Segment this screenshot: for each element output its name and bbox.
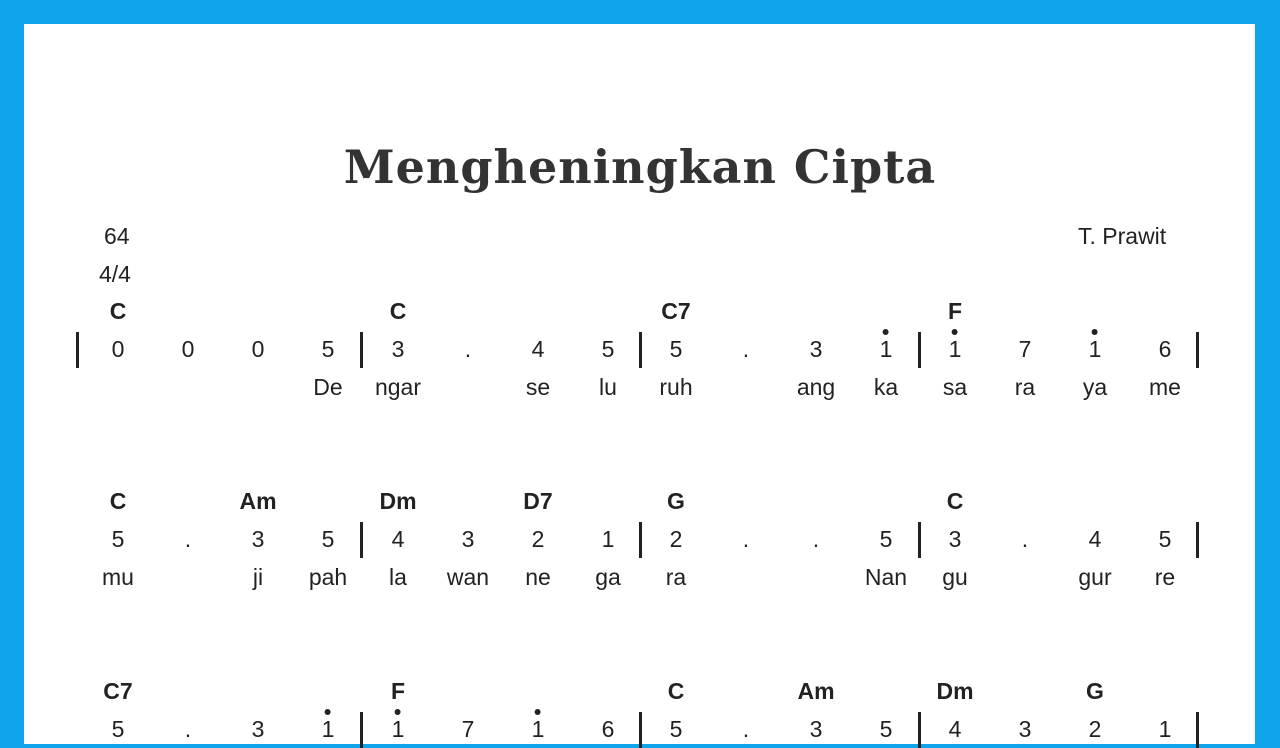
note-number <box>1089 716 1102 743</box>
bar-line <box>1196 522 1199 558</box>
note-text: 1 <box>531 716 545 742</box>
note-text: 4 <box>1088 526 1102 552</box>
note-number <box>182 336 195 363</box>
note-number <box>810 336 823 363</box>
chord-symbol: C <box>946 488 964 514</box>
note-hold-dot <box>465 336 471 363</box>
note-hold-dot <box>1022 526 1028 553</box>
note-hold-dot <box>743 716 749 743</box>
note-number <box>1159 716 1172 743</box>
note-text: 3 <box>948 526 962 552</box>
note-number <box>1159 336 1172 363</box>
lyric-syllable: mu <box>102 564 134 590</box>
note-number <box>462 526 475 553</box>
note-text: . <box>742 336 750 362</box>
note-text: 7 <box>1018 336 1032 362</box>
bar-line <box>1196 332 1199 368</box>
note-hold-dot <box>743 526 749 553</box>
note-number <box>532 526 545 553</box>
note-number <box>112 526 125 553</box>
octave-up-dot <box>1092 329 1098 335</box>
lyric-syllable: ruh <box>659 374 693 400</box>
chord-symbol: C7 <box>103 678 133 704</box>
chord-symbol: F <box>390 678 406 704</box>
note-text: 1 <box>879 336 893 362</box>
note-number <box>949 526 962 553</box>
note-number <box>880 526 893 553</box>
note-number <box>1019 336 1032 363</box>
composer-name: T. Prawit <box>1078 223 1167 249</box>
lyric-syllable: ji <box>252 564 264 590</box>
chord-symbol: G <box>667 488 685 514</box>
bar-line <box>639 522 642 558</box>
note-number <box>602 716 615 743</box>
lyric-syllable: la <box>389 564 407 590</box>
note-text: 5 <box>321 336 335 362</box>
note-text: 5 <box>669 716 683 742</box>
note-number <box>252 526 265 553</box>
chord-symbol: C <box>389 298 407 324</box>
note-text: 7 <box>461 716 475 742</box>
bar-line <box>639 332 642 368</box>
lyric-syllable: pah <box>308 564 348 590</box>
note-number <box>392 716 405 743</box>
note-number <box>532 716 545 743</box>
note-hold-dot <box>185 526 191 553</box>
note-text: 5 <box>879 716 893 742</box>
note-number <box>670 336 683 363</box>
note-text: 3 <box>391 336 405 362</box>
note-number <box>252 716 265 743</box>
bar-line <box>360 522 363 558</box>
note-text: 5 <box>111 716 125 742</box>
chord-symbol: C <box>109 298 127 324</box>
note-number <box>949 336 962 363</box>
note-text: 5 <box>669 336 683 362</box>
bar-line <box>360 332 363 368</box>
chord-symbol: Dm <box>936 678 974 704</box>
chord-symbol: Am <box>797 678 835 704</box>
chord-symbol: C <box>667 678 685 704</box>
note-text: . <box>184 716 192 742</box>
note-text: 3 <box>251 716 265 742</box>
note-number <box>112 336 125 363</box>
note-text: . <box>812 526 820 552</box>
lyric-syllable: ra <box>665 564 687 590</box>
lyric-syllable: re <box>1154 564 1176 590</box>
note-number <box>1159 526 1172 553</box>
lyric-syllable: ne <box>525 564 551 590</box>
note-number <box>670 526 683 553</box>
bar-line <box>1196 712 1199 748</box>
octave-up-dot <box>952 329 958 335</box>
note-text: 3 <box>251 526 265 552</box>
note-hold-dot <box>185 716 191 743</box>
note-number <box>1089 526 1102 553</box>
note-text: 2 <box>1088 716 1102 742</box>
note-number <box>392 526 405 553</box>
note-text: 5 <box>601 336 615 362</box>
lyric-syllable: ka <box>873 374 899 400</box>
note-text: 2 <box>531 526 545 552</box>
note-text: 1 <box>1088 336 1102 362</box>
note-text: 3 <box>1018 716 1032 742</box>
octave-up-dot <box>535 709 541 715</box>
song-title: Mengheningkan Cipta <box>343 140 937 194</box>
lyric-syllable: ga <box>595 564 621 590</box>
note-text: 6 <box>601 716 615 742</box>
note-number <box>322 526 335 553</box>
note-text: 1 <box>948 336 962 362</box>
lyric-syllable: gur <box>1078 564 1112 590</box>
note-text: 0 <box>111 336 125 362</box>
note-text: 1 <box>1158 716 1172 742</box>
chord-symbol: Am <box>239 488 277 514</box>
note-number <box>322 716 335 743</box>
chord-symbol: F <box>947 298 963 324</box>
note-number <box>112 716 125 743</box>
note-number <box>252 336 265 363</box>
lyric-syllable: gu <box>942 564 968 590</box>
note-number <box>949 716 962 743</box>
note-number <box>602 336 615 363</box>
note-text: 1 <box>321 716 335 742</box>
lyric-syllable: se <box>525 374 551 400</box>
chord-symbol: C <box>109 488 127 514</box>
bar-line <box>76 332 79 368</box>
note-number <box>880 336 893 363</box>
note-text: 4 <box>531 336 545 362</box>
lyric-syllable: ya <box>1082 374 1108 400</box>
bar-line <box>639 712 642 748</box>
note-number <box>880 716 893 743</box>
note-text: 6 <box>1158 336 1172 362</box>
octave-up-dot <box>883 329 889 335</box>
note-text: 5 <box>1158 526 1172 552</box>
note-text: 3 <box>809 716 823 742</box>
note-number <box>810 716 823 743</box>
time-signature: 4/4 <box>99 261 131 287</box>
note-text: 5 <box>111 526 125 552</box>
note-text: 1 <box>601 526 615 552</box>
lyric-syllable: me <box>1149 374 1181 400</box>
lyric-syllable: De <box>313 374 343 400</box>
note-number <box>532 336 545 363</box>
bar-line <box>360 712 363 748</box>
lyric-syllable: ra <box>1014 374 1036 400</box>
note-text: . <box>742 526 750 552</box>
note-text: 5 <box>321 526 335 552</box>
lyric-syllable: sa <box>942 374 968 400</box>
note-text: 5 <box>879 526 893 552</box>
note-text: 3 <box>809 336 823 362</box>
note-text: . <box>1021 526 1029 552</box>
lyric-syllable: ang <box>796 374 836 400</box>
note-number <box>462 716 475 743</box>
note-text: 0 <box>251 336 265 362</box>
chord-symbol: Dm <box>379 488 417 514</box>
note-text: 4 <box>948 716 962 742</box>
bar-line <box>918 712 921 748</box>
note-number <box>1019 716 1032 743</box>
octave-up-dot <box>395 709 401 715</box>
note-number <box>1089 336 1102 363</box>
note-text: 4 <box>391 526 405 552</box>
bar-line <box>918 332 921 368</box>
note-text: . <box>742 716 750 742</box>
note-number <box>670 716 683 743</box>
chord-symbol: G <box>1086 678 1104 704</box>
tempo-marking: 64 <box>104 223 130 249</box>
note-number <box>602 526 615 553</box>
octave-up-dot <box>325 709 331 715</box>
note-number <box>322 336 335 363</box>
note-text: 1 <box>391 716 405 742</box>
note-text: . <box>464 336 472 362</box>
lyric-syllable: wan <box>446 564 490 590</box>
note-hold-dot <box>743 336 749 363</box>
lyric-syllable: ngar <box>374 374 422 400</box>
note-text: 3 <box>461 526 475 552</box>
note-text: 2 <box>669 526 683 552</box>
note-number <box>392 336 405 363</box>
lyric-syllable: lu <box>599 374 617 400</box>
chord-symbol: D7 <box>523 488 553 514</box>
note-text: 0 <box>181 336 195 362</box>
note-text: . <box>184 526 192 552</box>
bar-line <box>918 522 921 558</box>
lyric-syllable: Nan <box>864 564 908 590</box>
chord-symbol: C7 <box>661 298 691 324</box>
note-hold-dot <box>813 526 819 553</box>
